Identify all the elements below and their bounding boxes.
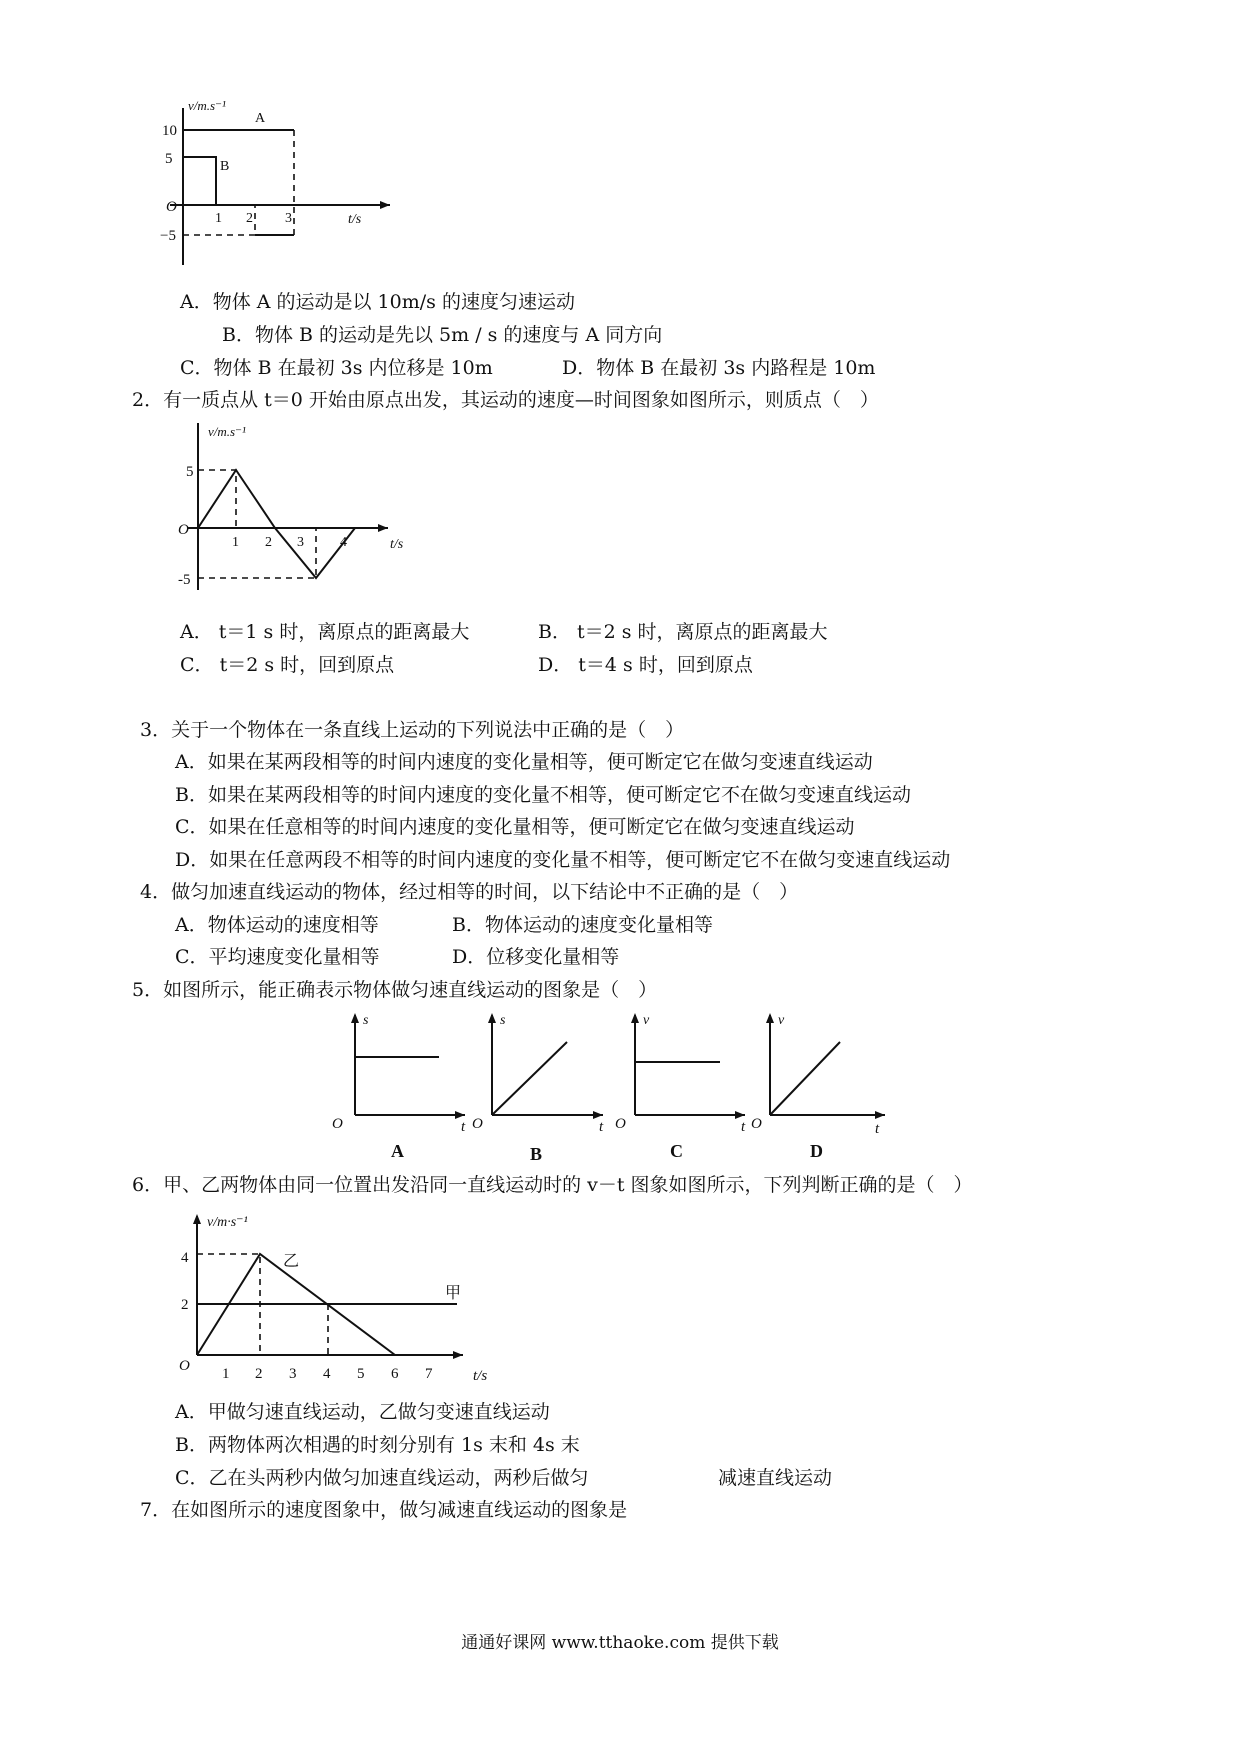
- figure-q5-graphs: [332, 1005, 895, 1169]
- q6-series-yi-label: 乙: [283, 1253, 300, 1270]
- q1-series-a-label: A: [255, 111, 266, 126]
- q1-ytick-5: 5: [165, 151, 173, 167]
- figure-q6-vt-graph: [175, 1208, 505, 1397]
- q2-option-b: B． t＝2 s 时，离原点的距离最大: [538, 621, 828, 643]
- q4-option-b: B．物体运动的速度变化量相等: [452, 914, 713, 936]
- q1-xtick-1: 1: [215, 211, 222, 226]
- q6-xtick-6: 6: [391, 1366, 399, 1382]
- figure-q2-vt-graph: [180, 418, 420, 602]
- q2-xtick-2: 2: [265, 535, 272, 550]
- figure-q1-vt-graph: [160, 98, 410, 274]
- q4-option-a: A．物体运动的速度相等: [175, 914, 379, 936]
- q1-y-axis-label: v/m.s⁻¹: [188, 98, 226, 113]
- q6-xtick-4: 4: [323, 1366, 331, 1382]
- q2-x-axis-label: t/s: [390, 537, 404, 552]
- q6-y-axis-label: v/m·s⁻¹: [207, 1215, 248, 1230]
- q5-stem: 5．如图所示，能正确表示物体做匀速直线运动的图象是（ ）: [132, 979, 658, 1001]
- q1-option-b: B．物体 B 的运动是先以 5m / s 的速度与 A 同方向: [222, 324, 663, 346]
- q2-y-axis-label: v/m.s⁻¹: [208, 424, 246, 439]
- q1-option-d: D．物体 B 在最初 3s 内路程是 10m: [562, 357, 876, 379]
- svg-text:s: s: [363, 1013, 369, 1028]
- q5-caption-a: A: [391, 1141, 404, 1161]
- q2-ytick-5: 5: [186, 464, 194, 480]
- q6-ytick-2: 2: [181, 1297, 189, 1313]
- q5-caption-b: B: [530, 1144, 543, 1164]
- q1-xtick-3: 3: [285, 211, 292, 226]
- svg-text:t: t: [875, 1121, 880, 1137]
- q1-xtick-2: 2: [246, 211, 253, 226]
- q6-option-b: B．两物体两次相遇的时刻分别有 1s 末和 4s 末: [175, 1434, 580, 1456]
- q6-option-a: A．甲做匀速直线运动，乙做匀变速直线运动: [175, 1401, 550, 1423]
- q2-option-a: A． t＝1 s 时，离原点的距离最大: [180, 621, 470, 643]
- q2-stem: 2．有一质点从 t＝0 开始由原点出发，其运动的速度—时间图象如图所示，则质点（ ）: [132, 389, 879, 411]
- q4-option-c: C．平均速度变化量相等: [175, 946, 380, 968]
- q6-xtick-2: 2: [255, 1366, 263, 1382]
- q4-option-d: D．位移变化量相等: [452, 946, 620, 968]
- q2-vt-line: [198, 470, 355, 578]
- q1-series-b-label: B: [220, 159, 230, 174]
- q3-option-a: A．如果在某两段相等的时间内速度的变化量相等，便可断定它在做匀变速直线运动: [175, 751, 873, 773]
- svg-text:O: O: [472, 1116, 483, 1132]
- q7-stem: 7．在如图所示的速度图象中，做匀减速直线运动的图象是: [140, 1499, 628, 1521]
- svg-text:v: v: [778, 1013, 785, 1028]
- q5-graph-a: [332, 1013, 466, 1135]
- svg-text:O: O: [615, 1116, 626, 1132]
- q6-ytick-4: 4: [181, 1250, 189, 1266]
- q1-origin-label: O: [166, 199, 177, 215]
- svg-text:v: v: [643, 1013, 650, 1028]
- q6-xtick-3: 3: [289, 1366, 297, 1382]
- q5-graph-c: [615, 1013, 746, 1135]
- q5-graph-b: [472, 1013, 604, 1135]
- q6-origin-label: O: [179, 1358, 190, 1374]
- q6-x-axis-label: t/s: [473, 1368, 488, 1384]
- q6-series-jia-label: 甲: [445, 1285, 462, 1302]
- q2-option-c: C． t＝2 s 时，回到原点: [180, 654, 395, 676]
- q3-option-d: D．如果在任意两段不相等的时间内速度的变化量不相等，便可断定它不在做匀变速直线运动: [175, 849, 951, 871]
- q3-option-c: C．如果在任意相等的时间内速度的变化量相等，便可断定它在做匀变速直线运动: [175, 816, 855, 838]
- svg-text:O: O: [332, 1116, 343, 1132]
- q2-xtick-1: 1: [232, 535, 239, 550]
- q6-stem: 6．甲、乙两物体由同一位置出发沿同一直线运动时的 v－t 图象如图所示，下列判断正确的是（ ）: [132, 1174, 973, 1196]
- svg-text:t: t: [741, 1119, 746, 1135]
- q1-line-b-first: [183, 157, 216, 205]
- q6-option-c: C．乙在头两秒内做匀加速直线运动，两秒后做匀: [175, 1467, 589, 1489]
- q4-stem: 4．做匀加速直线运动的物体，经过相等的时间，以下结论中不正确的是（ ）: [140, 881, 799, 903]
- q6-xtick-5: 5: [357, 1366, 365, 1382]
- svg-text:t: t: [461, 1119, 466, 1135]
- q1-option-c: C．物体 B 在最初 3s 内位移是 10m: [180, 357, 493, 379]
- q3-stem: 3．关于一个物体在一条直线上运动的下列说法中正确的是（ ）: [140, 719, 685, 741]
- q2-xtick-4: 4: [340, 535, 347, 550]
- svg-text:s: s: [500, 1013, 506, 1028]
- q5-caption-c: C: [670, 1141, 683, 1161]
- svg-text:t: t: [599, 1119, 604, 1135]
- q2-option-d: D． t＝4 s 时，回到原点: [538, 654, 753, 676]
- q1-ytick-neg5: −5: [160, 228, 176, 244]
- q1-ytick-10: 10: [162, 123, 177, 139]
- q6-xtick-7: 7: [425, 1366, 433, 1382]
- q2-origin-label: O: [178, 522, 189, 538]
- q1-x-axis-label: t/s: [348, 212, 362, 227]
- q3-option-b: B．如果在某两段相等的时间内速度的变化量不相等，便可断定它不在做匀变速直线运动: [175, 784, 911, 806]
- q1-option-a: A．物体 A 的运动是以 10m/s 的速度匀速运动: [180, 291, 575, 313]
- q5-graph-d: [751, 1013, 885, 1137]
- page-footer: 通通好课网 www.tthaoke.com 提供下载: [461, 1633, 779, 1653]
- q5-caption-d: D: [810, 1141, 823, 1161]
- q6-xtick-1: 1: [222, 1366, 230, 1382]
- q6-option-c-cont: 减速直线运动: [718, 1467, 833, 1489]
- q2-ytick-neg5: -5: [178, 572, 191, 588]
- svg-text:O: O: [751, 1116, 762, 1132]
- q2-xtick-3: 3: [297, 535, 304, 550]
